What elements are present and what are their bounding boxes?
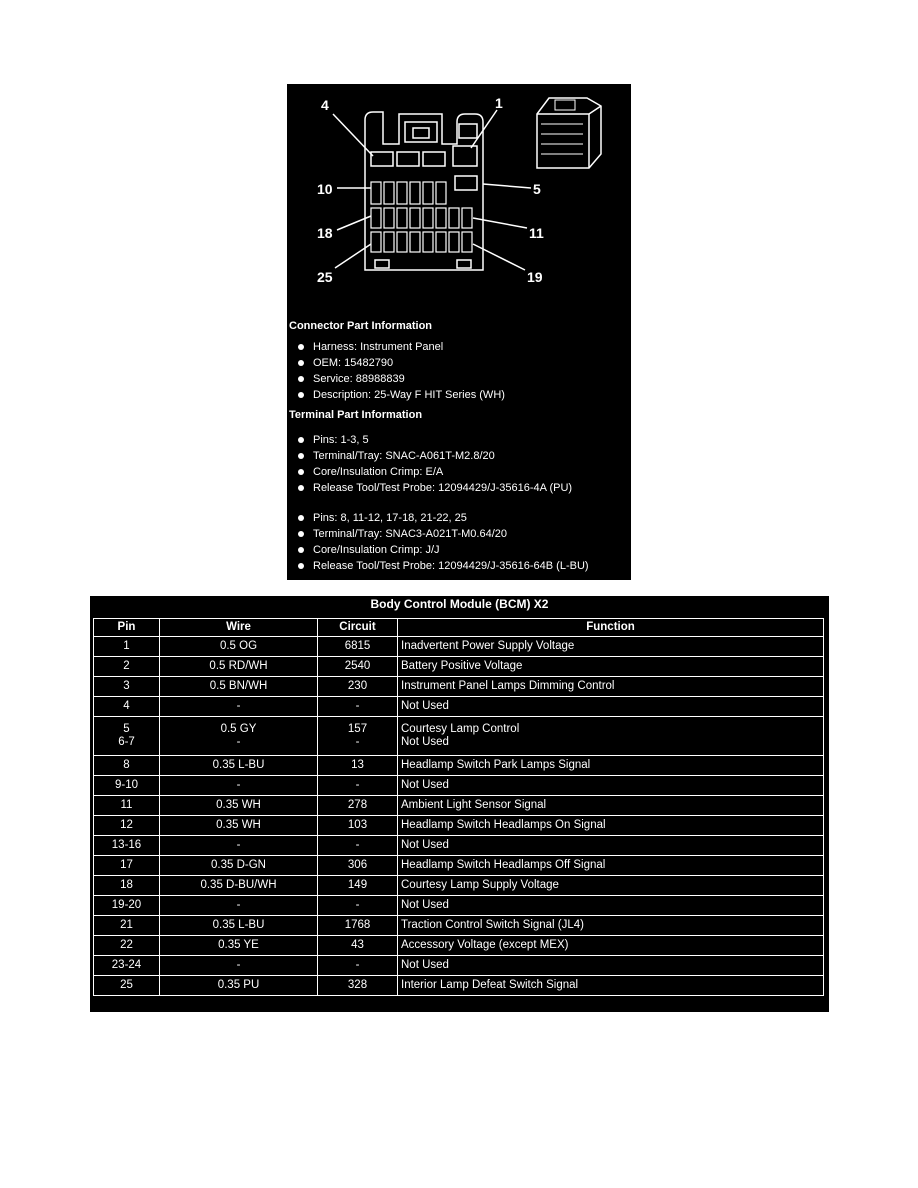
cell-function-value: Accessory Voltage (except MEX) <box>401 939 569 951</box>
cell-wire-value: 0.35 WH <box>216 819 261 831</box>
table-body <box>94 637 824 996</box>
cell-circuit <box>318 876 398 896</box>
cell-function <box>398 896 824 916</box>
cell-circuit-value: - <box>355 700 360 712</box>
cell-circuit <box>318 976 398 996</box>
header-pin: Pin <box>94 619 160 637</box>
cell-circuit <box>318 776 398 796</box>
cell-pin-value: 5 <box>123 723 130 735</box>
table-row <box>94 697 824 717</box>
bcm-x2-table-panel <box>90 596 829 1012</box>
cell-function-value: Interior Lamp Defeat Switch Signal <box>401 979 579 991</box>
table-row <box>94 956 824 976</box>
cell-function-value: Headlamp Switch Headlamps On Signal <box>401 819 606 831</box>
cell-pin-value: 11 <box>120 799 133 811</box>
cell-circuit <box>318 936 398 956</box>
cell-circuit-value: 328 <box>347 979 368 991</box>
table-row <box>94 637 824 657</box>
cell-wire-value: 0.5 RD/WH <box>209 660 268 672</box>
cell-pin-value: 19-20 <box>111 899 142 911</box>
cell-pin-value: 18 <box>120 879 133 891</box>
cell-function-value-2: Not Used <box>401 736 449 748</box>
list-item: Description: 25-Way F HIT Series (WH) <box>289 387 629 403</box>
cell-wire <box>160 796 318 816</box>
cell-wire <box>160 936 318 956</box>
table-row <box>94 657 824 677</box>
cell-pin <box>94 697 160 717</box>
cell-function-value: Courtesy Lamp Supply Voltage <box>401 879 559 891</box>
cell-pin <box>94 637 160 657</box>
cell-circuit <box>318 657 398 677</box>
cell-pin-value: 2 <box>123 660 130 672</box>
cell-pin <box>94 756 160 776</box>
cell-function-value: Battery Positive Voltage <box>401 660 523 672</box>
cell-function-value: Not Used <box>401 959 449 971</box>
table-row <box>94 796 824 816</box>
terminal-info-group-2 <box>289 510 629 574</box>
table-row <box>94 856 824 876</box>
cell-pin <box>94 816 160 836</box>
cell-circuit <box>318 836 398 856</box>
cell-wire <box>160 657 318 677</box>
cell-function <box>398 637 824 657</box>
cell-circuit-value: - <box>355 839 360 851</box>
list-item: Service: 88988839 <box>289 371 629 387</box>
cell-circuit <box>318 677 398 697</box>
cell-wire-value: 0.35 D-BU/WH <box>200 879 277 891</box>
cell-pin <box>94 976 160 996</box>
cell-pin <box>94 717 160 756</box>
cell-circuit <box>318 697 398 717</box>
cell-wire <box>160 856 318 876</box>
cell-wire-value: 0.35 D-GN <box>211 859 266 871</box>
pinout-table <box>93 618 824 996</box>
cell-circuit-value: 6815 <box>344 640 371 652</box>
cell-pin-value: 12 <box>120 819 133 831</box>
list-item: Terminal/Tray: SNAC-A061T-M2.8/20 <box>289 448 629 464</box>
list-item: Core/Insulation Crimp: J/J <box>289 542 629 558</box>
cell-pin-value: 17 <box>120 859 133 871</box>
cell-wire <box>160 836 318 856</box>
cell-pin <box>94 876 160 896</box>
cell-function-value: Courtesy Lamp Control <box>401 723 520 735</box>
cell-pin-value: 4 <box>123 700 130 712</box>
cell-wire <box>160 896 318 916</box>
cell-function-value: Not Used <box>401 779 449 791</box>
cell-function <box>398 976 824 996</box>
cell-wire-value: 0.5 BN/WH <box>209 680 268 692</box>
header-function: Function <box>398 619 824 637</box>
cell-function <box>398 936 824 956</box>
header-wire: Wire <box>160 619 318 637</box>
cell-pin-value: 1 <box>123 640 130 652</box>
cell-pin-value: 22 <box>120 939 133 951</box>
cell-pin-value: 9-10 <box>114 779 139 791</box>
cell-function <box>398 956 824 976</box>
cell-wire-value: - <box>236 899 241 911</box>
table-row <box>94 896 824 916</box>
cell-function <box>398 697 824 717</box>
cell-function <box>398 916 824 936</box>
connector-info-heading: Connector Part Information <box>289 320 433 332</box>
cell-function-value: Headlamp Switch Headlamps Off Signal <box>401 859 606 871</box>
cell-function <box>398 836 824 856</box>
cell-pin <box>94 856 160 876</box>
cell-pin <box>94 677 160 697</box>
list-item: Terminal/Tray: SNAC3-A021T-M0.64/20 <box>289 526 629 542</box>
cell-circuit-value: 43 <box>351 939 364 951</box>
pin-label-10: 10 <box>317 181 333 197</box>
pin-label-25: 25 <box>317 269 333 285</box>
cell-circuit <box>318 916 398 936</box>
cell-wire-value: 0.35 WH <box>216 799 261 811</box>
cell-function-value: Ambient Light Sensor Signal <box>401 799 547 811</box>
cell-function <box>398 816 824 836</box>
cell-function <box>398 677 824 697</box>
list-item: Pins: 8, 11-12, 17-18, 21-22, 25 <box>289 510 629 526</box>
cell-wire <box>160 816 318 836</box>
cell-function-value: Traction Control Switch Signal (JL4) <box>401 919 585 931</box>
cell-pin <box>94 776 160 796</box>
connector-diagram-panel <box>287 84 631 580</box>
cell-function-value: Not Used <box>401 839 449 851</box>
cell-function <box>398 717 824 756</box>
table-title: Body Control Module (BCM) X2 <box>370 597 549 611</box>
cell-wire-value: - <box>236 779 241 791</box>
cell-circuit <box>318 637 398 657</box>
pin-label-4: 4 <box>321 97 329 113</box>
cell-wire <box>160 956 318 976</box>
cell-circuit <box>318 816 398 836</box>
list-item: OEM: 15482790 <box>289 355 629 371</box>
cell-circuit-value: 230 <box>347 680 368 692</box>
table-row <box>94 756 824 776</box>
cell-function-value: Instrument Panel Lamps Dimming Control <box>401 680 615 692</box>
cell-pin-value: 21 <box>120 919 133 931</box>
table-row <box>94 816 824 836</box>
pin-label-1: 1 <box>495 95 503 111</box>
cell-wire-value: 0.35 L-BU <box>212 919 265 931</box>
cell-circuit-value-2: - <box>355 736 360 748</box>
list-item: Pins: 1-3, 5 <box>289 432 629 448</box>
terminal-info-group-1 <box>289 432 629 496</box>
table-row <box>94 936 824 956</box>
connector-info-list <box>289 339 629 403</box>
table-row <box>94 836 824 856</box>
cell-pin-value: 8 <box>123 759 130 771</box>
cell-circuit <box>318 956 398 976</box>
part-information <box>289 320 629 574</box>
pin-label-5: 5 <box>533 181 541 197</box>
cell-pin-value: 13-16 <box>111 839 142 851</box>
table-row <box>94 717 824 756</box>
cell-circuit <box>318 896 398 916</box>
cell-wire <box>160 976 318 996</box>
cell-wire <box>160 876 318 896</box>
cell-wire-value: 0.35 L-BU <box>212 759 265 771</box>
pin-label-11: 11 <box>529 225 544 241</box>
cell-function-value: Not Used <box>401 899 449 911</box>
cell-wire-value: - <box>236 839 241 851</box>
cell-pin <box>94 657 160 677</box>
pin-label-18: 18 <box>317 225 333 241</box>
cell-circuit-value: 278 <box>347 799 368 811</box>
cell-pin-value: 23-24 <box>111 959 142 971</box>
cell-circuit <box>318 856 398 876</box>
cell-circuit-value: - <box>355 779 360 791</box>
cell-function <box>398 796 824 816</box>
cell-function <box>398 856 824 876</box>
table-row <box>94 976 824 996</box>
terminal-info-heading: Terminal Part Information <box>289 409 423 421</box>
cell-wire-value: - <box>236 700 241 712</box>
header-circuit: Circuit <box>318 619 398 637</box>
cell-pin <box>94 936 160 956</box>
cell-wire-value: 0.5 GY <box>220 723 257 735</box>
cell-wire <box>160 697 318 717</box>
cell-circuit <box>318 756 398 776</box>
cell-function <box>398 876 824 896</box>
cell-pin <box>94 896 160 916</box>
cell-wire <box>160 756 318 776</box>
table-row <box>94 776 824 796</box>
list-item: Core/Insulation Crimp: E/A <box>289 464 629 480</box>
pin-label-19: 19 <box>527 269 543 285</box>
cell-circuit-value: 2540 <box>344 660 371 672</box>
cell-pin <box>94 916 160 936</box>
list-item: Harness: Instrument Panel <box>289 339 629 355</box>
cell-pin-value-2: 6-7 <box>118 736 135 748</box>
cell-circuit-value: 306 <box>347 859 368 871</box>
table-header-row <box>94 619 824 637</box>
cell-pin <box>94 956 160 976</box>
table-row <box>94 677 824 697</box>
cell-function-value: Not Used <box>401 700 449 712</box>
cell-function-value: Inadvertent Power Supply Voltage <box>401 640 575 652</box>
cell-wire-value: - <box>236 959 241 971</box>
cell-circuit-value: 149 <box>347 879 368 891</box>
cell-wire-value: 0.35 YE <box>218 939 259 951</box>
cell-wire <box>160 717 318 756</box>
cell-function <box>398 756 824 776</box>
table-row <box>94 916 824 936</box>
cell-circuit <box>318 796 398 816</box>
cell-circuit <box>318 717 398 756</box>
cell-function-value: Headlamp Switch Park Lamps Signal <box>401 759 591 771</box>
cell-circuit-value: - <box>355 959 360 971</box>
cell-circuit-value: 157 <box>347 723 368 735</box>
cell-wire <box>160 916 318 936</box>
table-row <box>94 876 824 896</box>
list-item: Release Tool/Test Probe: 12094429/J-35616-4A (PU) <box>289 480 629 496</box>
cell-circuit-value: 1768 <box>344 919 371 931</box>
cell-wire <box>160 637 318 657</box>
connector-face-drawing <box>287 84 631 320</box>
cell-function <box>398 776 824 796</box>
cell-wire <box>160 677 318 697</box>
list-item: Release Tool/Test Probe: 12094429/J-35616-64B (L-BU) <box>289 558 629 574</box>
cell-wire <box>160 776 318 796</box>
cell-function <box>398 657 824 677</box>
cell-pin-value: 3 <box>123 680 130 692</box>
cell-wire-value-2: - <box>236 736 241 748</box>
cell-wire-value: 0.5 OG <box>219 640 258 652</box>
cell-wire-value: 0.35 PU <box>217 979 260 991</box>
cell-pin <box>94 836 160 856</box>
cell-circuit-value: - <box>355 899 360 911</box>
cell-pin <box>94 796 160 816</box>
cell-circuit-value: 13 <box>351 759 364 771</box>
cell-circuit-value: 103 <box>347 819 368 831</box>
cell-pin-value: 25 <box>120 979 133 991</box>
